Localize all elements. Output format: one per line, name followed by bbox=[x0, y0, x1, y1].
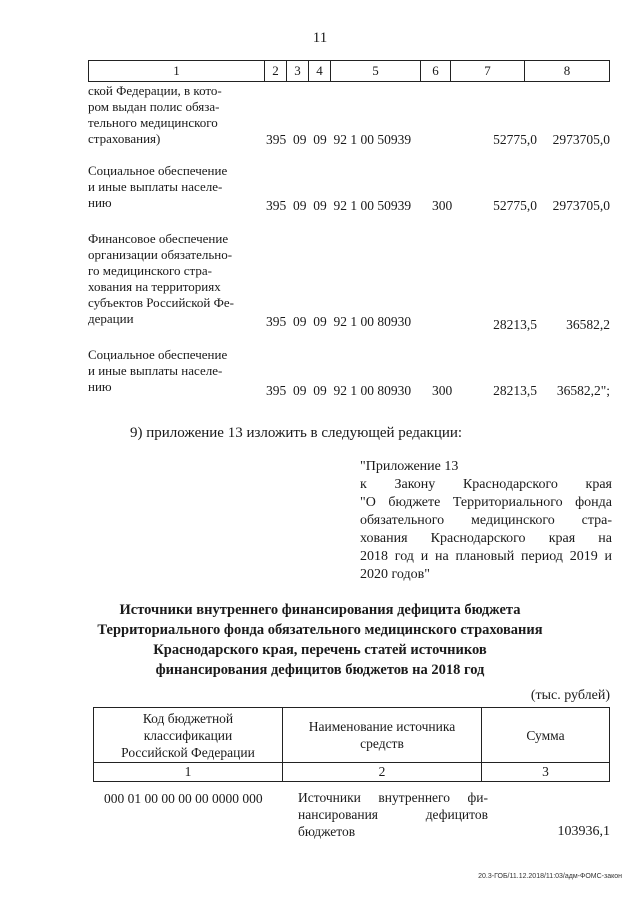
sources-table bbox=[93, 707, 610, 782]
appendix-line: 2020 годов" bbox=[360, 567, 430, 582]
table-row-col7: 52775,0 bbox=[493, 198, 537, 213]
appendix-line: "Приложение 13 bbox=[360, 459, 459, 474]
desc-line: го медицинского стра- bbox=[88, 263, 212, 278]
table-row-col6: 300 bbox=[432, 198, 453, 213]
header-code bbox=[94, 708, 283, 763]
table-row-sum: 103936,1 bbox=[557, 824, 610, 839]
appendix-line: хования Краснодарского края на bbox=[360, 531, 612, 546]
desc-line: и иные выплаты населе- bbox=[88, 363, 223, 378]
table-row-description bbox=[88, 163, 258, 211]
header-line: Российской Федерации bbox=[121, 744, 255, 760]
top-table-header bbox=[88, 60, 610, 82]
appendix-line: 2018 год и на плановый период 2019 и bbox=[360, 549, 612, 564]
table-row-code: 395 09 09 92 1 00 50939 bbox=[266, 132, 412, 147]
header-line: классификации bbox=[143, 727, 233, 743]
section-title bbox=[60, 600, 580, 680]
appendix-line: обязательного медицинского стра- bbox=[360, 513, 612, 528]
desc-line: дерации bbox=[88, 311, 134, 326]
header-col-2: 2 bbox=[265, 61, 287, 81]
header-name bbox=[283, 708, 482, 763]
table-row-code: 395 09 09 92 1 00 80930 bbox=[266, 314, 412, 329]
title-line: финансирования дефицитов бюджетов на 2018 год bbox=[155, 662, 485, 678]
table-row-col8: 36582,2 bbox=[566, 317, 610, 332]
desc-line: Социальное обеспечение bbox=[88, 163, 228, 178]
desc-line: Социальное обеспечение bbox=[88, 347, 228, 362]
desc-line: нию bbox=[88, 379, 112, 394]
table-row-col8: 2973705,0 bbox=[552, 198, 610, 213]
page-number: 11 bbox=[312, 30, 328, 46]
table-row-code: 395 09 09 92 1 00 50939 bbox=[266, 198, 412, 213]
header-col-5: 5 bbox=[331, 61, 421, 81]
table-row-description bbox=[88, 83, 258, 147]
table-row-col8: 2973705,0 bbox=[552, 132, 610, 147]
table-row-col6: 300 bbox=[432, 383, 453, 398]
header-line: Наименование источника bbox=[308, 719, 456, 734]
desc-line: ром выдан полис обяза- bbox=[88, 99, 220, 114]
table-row-description bbox=[88, 231, 258, 327]
header-col-1: 1 bbox=[89, 61, 265, 81]
desc-line: нию bbox=[88, 195, 112, 210]
table-row-code: 000 01 00 00 00 00 0000 000 bbox=[104, 791, 263, 806]
header-col-7: 7 bbox=[451, 61, 525, 81]
desc-line: тельного медицинского bbox=[88, 115, 218, 130]
header-sum: Сумма bbox=[482, 708, 610, 763]
appendix-note bbox=[360, 458, 612, 584]
header-col-6: 6 bbox=[421, 61, 451, 81]
table-row-col8: 36582,2"; bbox=[556, 383, 610, 398]
header-col-4: 4 bbox=[309, 61, 331, 81]
col-number-3: 3 bbox=[482, 763, 610, 782]
desc-line: субъектов Российской Фе- bbox=[88, 295, 234, 310]
desc-line: хования на территориях bbox=[88, 279, 221, 294]
table-row-col7: 52775,0 bbox=[493, 132, 537, 147]
header-col-8: 8 bbox=[563, 63, 571, 78]
header-line: средств bbox=[360, 736, 404, 751]
table-row-code: 395 09 09 92 1 00 80930 bbox=[266, 383, 412, 398]
appendix-line: к Закону Краснодарского края bbox=[360, 477, 612, 492]
desc-line: организации обязательно- bbox=[88, 247, 233, 262]
item-9-text: 9) приложение 13 изложить в следующей редакции: bbox=[130, 425, 463, 441]
col-number-1: 1 bbox=[94, 763, 283, 782]
title-line: Территориального фонда обязательного медицинского страхования bbox=[97, 622, 543, 638]
footer-stamp: 20.3-ГОБ/11.12.2018/11:03/адм-ФОМС-закон bbox=[478, 873, 622, 880]
title-line: Источники внутреннего финансирования дефицита бюджета bbox=[119, 602, 521, 618]
units-label: (тыс. рублей) bbox=[530, 688, 610, 703]
table-row-col7: 28213,5 bbox=[493, 383, 537, 398]
appendix-line: "О бюджете Территориального фонда bbox=[360, 495, 612, 510]
desc-line: ской Федерации, в кото- bbox=[88, 83, 222, 98]
header-col-3: 3 bbox=[287, 61, 309, 81]
table-row-col7: 28213,5 bbox=[493, 317, 537, 332]
table-row-name: Источники внутреннего фи-нансирования дефицитов бюджетов bbox=[298, 790, 488, 839]
desc-line: и иные выплаты населе- bbox=[88, 179, 223, 194]
header-line: Код бюджетной bbox=[142, 710, 234, 726]
desc-line: страхования) bbox=[88, 131, 161, 146]
table-row-description bbox=[88, 347, 258, 395]
title-line: Краснодарского края, перечень статей источников bbox=[153, 642, 487, 658]
col-number-2: 2 bbox=[283, 763, 482, 782]
desc-line: Финансовое обеспечение bbox=[88, 231, 229, 246]
